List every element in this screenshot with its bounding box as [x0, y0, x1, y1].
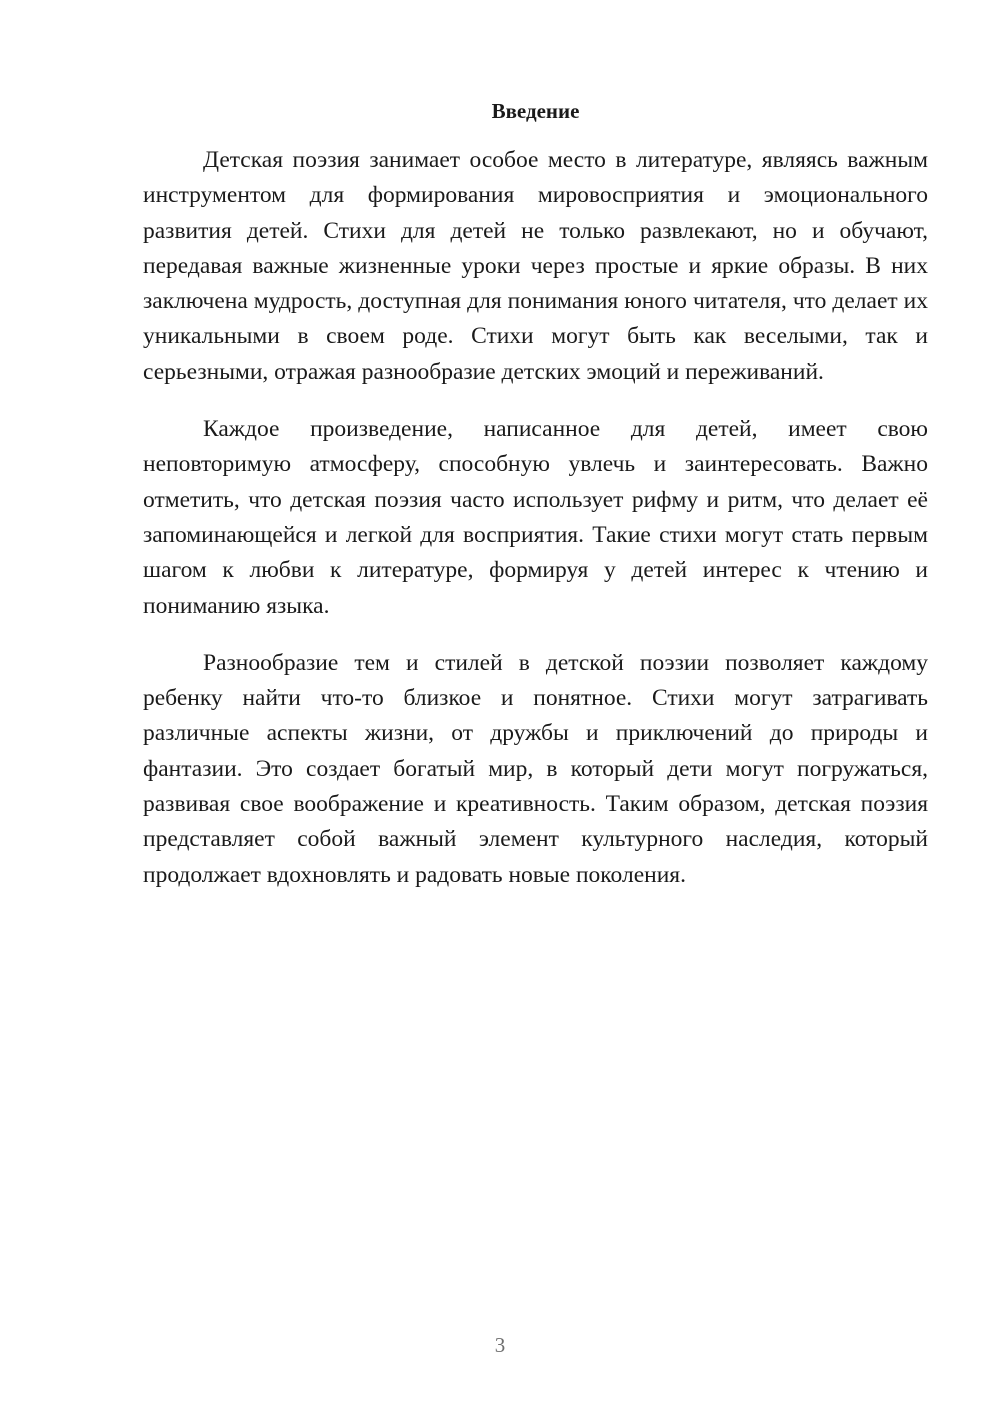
paragraph-1: Детская поэзия занимает особое место в литературе, являясь важным инструментом для формирования мировосприятия и эмоционального развития детей. Стихи для детей не только развлекают, но и обучают, передавая важные жизненные уроки через простые и яркие образы. В них заключена мудрость, доступная для понимания юного читателя, что делает их уникальными в своем роде. Стихи могут быть как веселыми, так и серьезными, отражая разнообразие детских эмоций и переживаний.: [143, 147, 928, 385]
paragraph-3: Разнообразие тем и стилей в детской поэзии позволяет каждому ребенку найти что-то близкое и понятное. Стихи могут затрагивать различные аспекты жизни, от дружбы и приключений до природы и фантазии. Это создает богатый мир, в который дети могут погружаться, развивая свое воображение и креативность. Таким образом, детская поэзия представляет собой важный элемент культурного наследия, который продолжает вдохновлять и радовать новые поколения.: [143, 649, 928, 888]
body-text: [143, 143, 928, 915]
paragraph-2: Каждое произведение, написанное для детей, имеет свою неповторимую атмосферу, способную увлечь и заинтересовать. Важно отметить, что детская поэзия часто использует рифму и ритм, что делает её запоминающейся и легкой для восприятия. Такие стихи могут стать первым шагом к любви к литературе, формируя у детей интерес к чтению и пониманию языка.: [143, 416, 928, 619]
page-number: 3: [494, 1333, 506, 1357]
section-heading: Введение: [491, 99, 580, 123]
